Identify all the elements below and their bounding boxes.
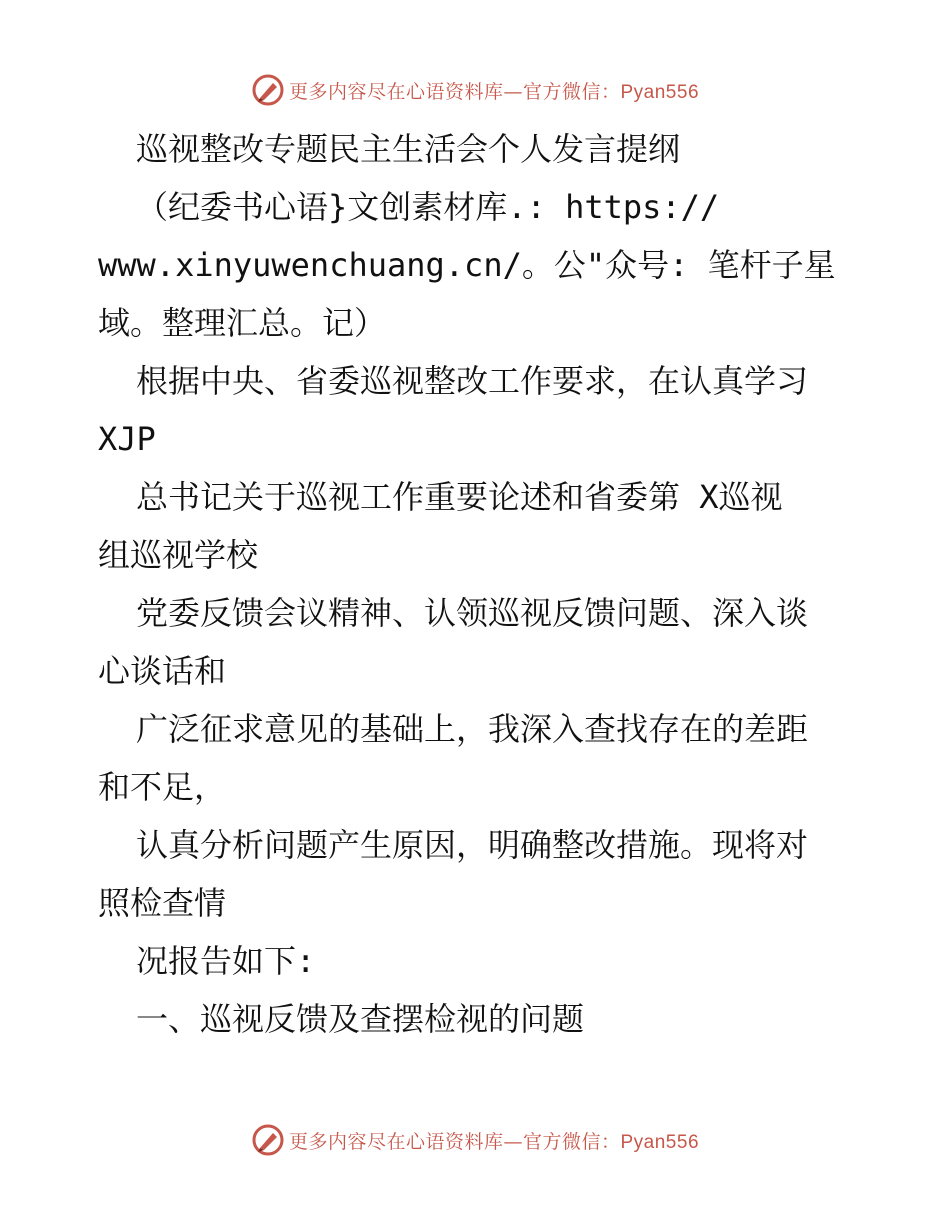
document-body xyxy=(98,120,858,1048)
document-line: 根据中央、省委巡视整改工作要求，在认真学习 xyxy=(136,362,809,400)
document-line: www.xinyuwenchuang.cn/。公"众号: 笔杆子星 xyxy=(98,246,836,284)
document-line: 和不足， xyxy=(98,768,227,806)
document-line: 广泛征求意见的基础上，我深入查找存在的差距 xyxy=(136,710,809,748)
document-line: 党委反馈会议精神、认领巡视反馈问题、深入谈 xyxy=(136,594,809,632)
pen-logo-icon xyxy=(251,73,285,107)
document-line: 总书记关于巡视工作重要论述和省委第 X巡视 xyxy=(136,478,783,516)
banner-text: 更多内容尽在心语资料库—官方微信：Pyan556 xyxy=(288,1130,700,1153)
document-line: 一、巡视反馈及查摆检视的问题 xyxy=(136,1000,585,1038)
document-line: 域。整理汇总。记） xyxy=(98,304,387,342)
document-line: 照检查情 xyxy=(98,884,227,922)
document-line: XJP xyxy=(98,420,156,458)
document-line: 巡视整改专题民主生活会个人发言提纲 xyxy=(136,130,681,168)
document-line: （纪委书心语}文创素材库.: https:// xyxy=(136,188,720,226)
document-line: 心谈话和 xyxy=(98,652,227,690)
banner-text: 更多内容尽在心语资料库—官方微信：Pyan556 xyxy=(288,80,700,103)
document-line: 况报告如下: xyxy=(136,942,316,980)
footer-banner xyxy=(0,1120,950,1160)
document-line: 组巡视学校 xyxy=(98,536,259,574)
pen-logo-icon xyxy=(251,1123,285,1157)
header-banner xyxy=(0,70,950,110)
document-line: 认真分析问题产生原因，明确整改措施。现将对 xyxy=(136,826,809,864)
